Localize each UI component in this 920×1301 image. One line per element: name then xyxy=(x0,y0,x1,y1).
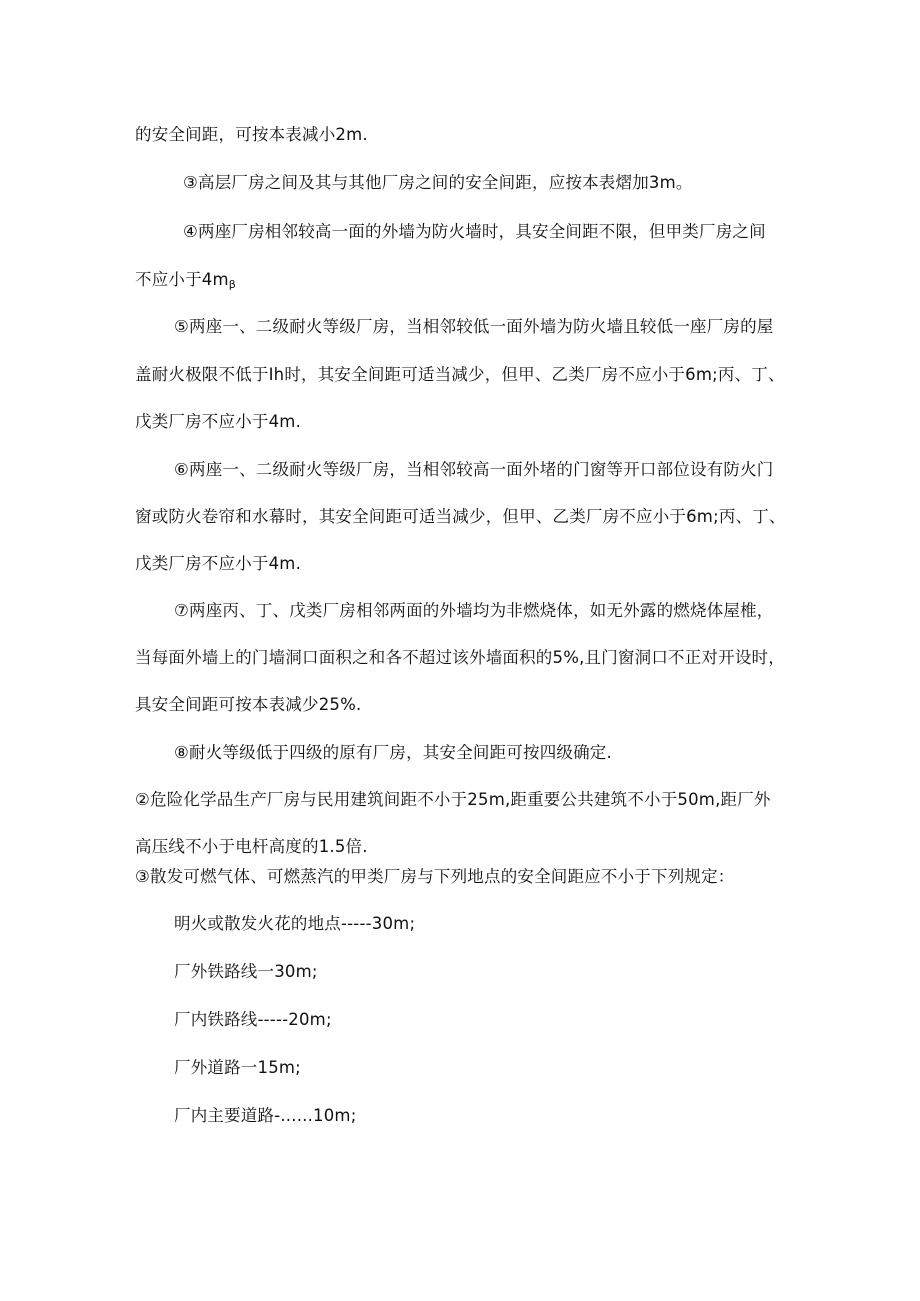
list-item-1: 明火或散发火花的地点-----30m; xyxy=(174,914,416,933)
text-line-13: 具安全间距可按本表减少25%. xyxy=(135,695,362,714)
list-item-2: 厂外铁路线一30m; xyxy=(174,962,318,981)
text-line-3: ④两座厂房相邻较高一面的外墙为防火墙时，具安全间距不限，但甲类厂房之间 xyxy=(183,222,766,241)
text-line-4 xyxy=(135,269,236,296)
list-item-4: 厂外道路一15m; xyxy=(174,1058,301,1077)
text-line-11: ⑦两座丙、丁、戊类厂房相邻两面的外墙均为非燃烧体，如无外露的燃烧体屋椎， xyxy=(174,601,774,620)
text-line-8: ⑥两座一、二级耐火等级厂房，当相邻较高一面外堵的门窗等开口部位设有防火门 xyxy=(174,460,774,479)
text-line-1: 的安全间距，可按本表减小2m. xyxy=(135,125,368,144)
text-line-5: ⑤两座一、二级耐火等级厂房，当相邻较低一面外墙为防火墙且较低一座厂房的屋 xyxy=(174,317,774,336)
text-line-12: 当每面外墙上的门墙洞口面积之和各不超过该外墙面积的5%,且门窗洞口不正对开设时， xyxy=(135,648,785,667)
text-line-17: ③散发可燃气体、可燃蒸汽的甲类厂房与下列地点的安全间距应不小于下列规定： xyxy=(135,867,735,886)
text-line-14: ⑧耐火等级低于四级的原有厂房，其安全间距可按四级确定. xyxy=(174,743,612,762)
text-line-7: 戊类厂房不应小于4m. xyxy=(135,412,302,431)
text-line-15: ②危险化学品生产厂房与民用建筑间距不小于25m,距重要公共建筑不小于50m,距厂外 xyxy=(135,790,771,809)
text-line-2: ③高层厂房之间及其与其他厂房之间的安全间距，应按本表熠加3m。 xyxy=(183,173,693,192)
text-line-6: 盖耐火极限不低于Ih时，其安全间距可适当减少，但甲、乙类厂房不应小于6m;丙、丁、 xyxy=(135,365,785,384)
text-line-10: 戊类厂房不应小于4m. xyxy=(135,554,302,573)
subscript-mark: β xyxy=(228,278,237,291)
text-line-9: 窗或防火卷帘和水幕时，其安全间距可适当减少，但甲、乙类厂房不应小于6m;丙、丁、 xyxy=(135,507,786,526)
text-line-4-main: 不应小于4m xyxy=(135,270,229,289)
text-line-16: 高压线不小于电杆高度的1.5倍. xyxy=(135,837,368,856)
list-item-5: 厂内主要道路-......10m; xyxy=(174,1106,357,1125)
list-item-3: 厂内铁路线-----20m; xyxy=(174,1010,332,1029)
